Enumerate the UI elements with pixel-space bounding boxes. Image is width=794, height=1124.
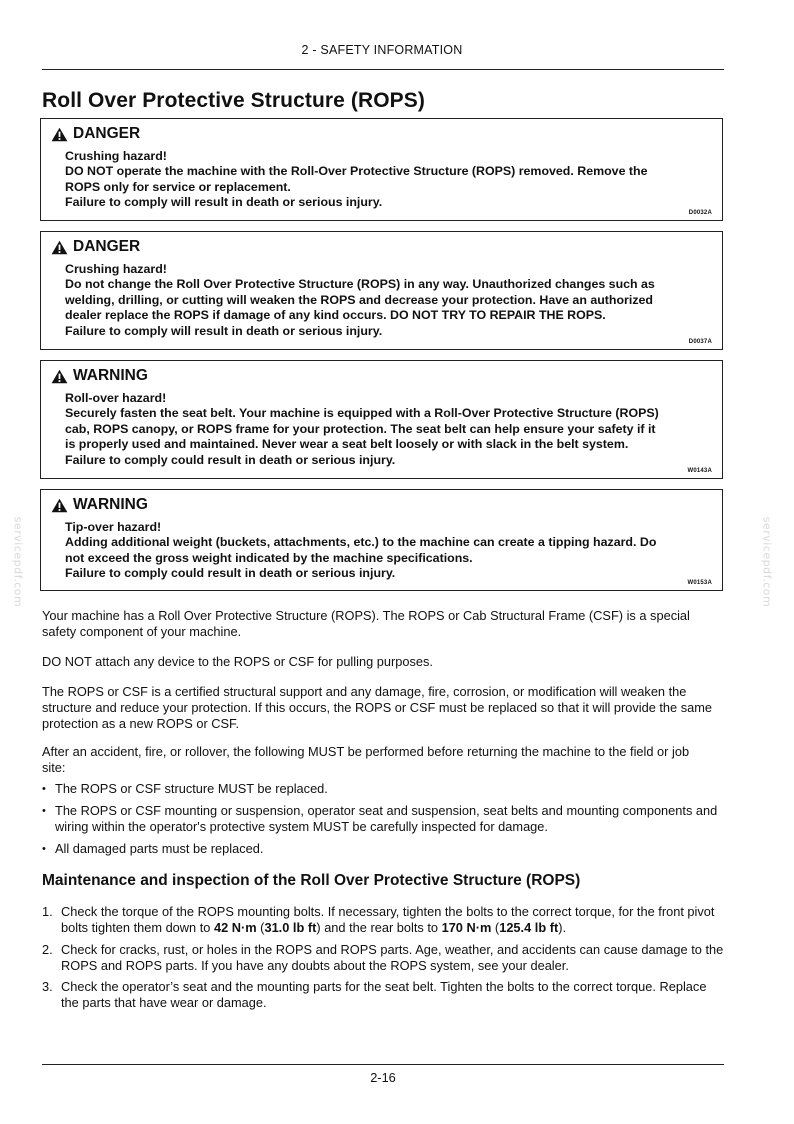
warning-box-rollover [40,360,723,479]
danger-header [51,123,700,145]
list-item: • The ROPS or CSF mounting or suspension, operator seat and suspension, seat belts and mounting components and wiring within the operator's protective system MUST be carefully inspected for damage. [42,803,725,835]
danger-body [65,262,700,339]
page-title: Roll Over Protective Structure (ROPS) [42,89,425,112]
step-text: ) and the rear bolts to [316,920,442,935]
danger-title: DANGER [73,238,141,255]
body-paragraph [42,684,725,732]
hazard-line: is properly used and maintained. Never wear a seat belt loosely or with slack in the belt system. [65,437,629,452]
step-text: Check for cracks, rust, or holes in the ROPS and ROPS parts. Age, weather, and accidents can cause damage to the ROPS and ROPS parts. If you have any doubts about the ROPS system, see your dealer. [61,942,724,973]
safety-code: D0037A [688,339,712,345]
danger-header [51,236,700,258]
warning-header [51,494,700,516]
warning-header [51,365,700,387]
warning-title: WARNING [73,367,148,384]
page-number: 2-16 [370,1070,396,1085]
hazard-line: Crushing hazard! [65,149,167,163]
footer-divider [42,1064,724,1065]
hazard-line: cab, ROPS canopy, or ROPS frame for your protection. The seat belt can help ensure your safety if it [65,421,656,436]
watermark-left: servicepdf.com [11,516,25,608]
danger-title: DANGER [73,125,141,142]
hazard-line: Failure to comply will result in death or serious injury. [65,323,383,338]
step-number: 1. [42,904,53,919]
warning-box-tipover [40,489,723,591]
step-text: Check the operator’s seat and the mounting parts for the seat belt. Tighten the bolts to the correct torque. Replace the parts that have wear or damage. [61,979,707,1010]
danger-box-crushing-removed [40,118,723,221]
paragraph-no-pulling: DO NOT attach any device to the ROPS or CSF for pulling purposes. [42,654,433,669]
hazard-line: dealer replace the ROPS if damage of any kind occurs. DO NOT TRY TO REPAIR THE ROPS. [65,308,606,323]
hazard-line: Roll-over hazard! [65,391,167,405]
body-paragraph [42,608,725,640]
step-text: ( [256,920,265,935]
paragraph-after-accident: After an accident, fire, or rollover, the following MUST be performed before returning the machine to the field or job site: [42,744,690,775]
torque-rear-lbft: 125.4 lb ft [499,920,559,935]
paragraph-rops-intro: Your machine has a Roll Over Protective Structure (ROPS). The ROPS or Cab Structural Frame (CSF) is a special safety component of your machine. [42,608,690,639]
list-item: • The ROPS or CSF structure MUST be replaced. [42,781,725,797]
hazard-line: ROPS only for service or replacement. [65,179,291,194]
danger-body [65,149,700,211]
torque-front-nm: 42 N·m [213,920,257,935]
safety-code: W0143A [687,468,712,474]
warning-triangle-icon [51,369,68,384]
hazard-line: not exceed the gross weight indicated by the machine specifications. [65,550,473,565]
header-divider [42,69,724,70]
section-title: Maintenance and inspection of the Roll Over Protective Structure (ROPS) [42,872,581,889]
step-number: 3. [42,979,53,994]
warning-triangle-icon [51,127,68,142]
step-item [42,979,725,1011]
safety-code: D0032A [688,210,712,216]
step-text: ). [558,920,567,935]
step-number: 2. [42,942,53,957]
hazard-line: Failure to comply will result in death or serious injury. [65,195,383,210]
torque-rear-nm: 170 N·m [441,920,492,935]
danger-box-crushing-modify [40,231,723,350]
hazard-line: Adding additional weight (buckets, attachments, etc.) to the machine can create a tipping hazard. Do [65,535,657,550]
torque-front-lbft: 31.0 lb ft [264,920,317,935]
step-item [42,942,725,974]
hazard-line: Securely fasten the seat belt. Your machine is equipped with a Roll-Over Protective Structure (ROPS) [65,406,659,421]
warning-triangle-icon [51,498,68,513]
step-item [42,904,725,936]
paragraph-certified-structure: The ROPS or CSF is a certified structural support and any damage, fire, corrosion, or modification will weaken the structure and reduce your protection. If this occurs, the ROPS or CSF must be replaced so that it will provide the same protection as a new ROPS or CSF. [42,684,713,731]
watermark-right: servicepdf.com [760,516,774,608]
hazard-line: DO NOT operate the machine with the Roll-Over Protective Structure (ROPS) removed. Remove the [65,164,648,179]
body-paragraph [42,744,692,776]
hazard-line: Failure to comply could result in death or serious injury. [65,452,396,467]
warning-title: WARNING [73,496,148,513]
safety-code: W0153A [687,580,712,586]
list-item: • All damaged parts must be replaced. [42,841,725,857]
warning-body [65,520,700,582]
body-paragraph [42,654,725,670]
hazard-line: Do not change the Roll Over Protective Structure (ROPS) in any way. Unauthorized changes such as [65,277,655,292]
hazard-line: Crushing hazard! [65,262,167,276]
step-text: Check the torque of the ROPS mounting bolts. If necessary, tighten the bolts to the correct torque, for the front pivot bolts tighten them down to [61,904,715,935]
step-text: ( [491,920,500,935]
warning-body [65,391,700,468]
hazard-line: Failure to comply could result in death or serious injury. [65,566,396,581]
warning-triangle-icon [51,240,68,255]
hazard-line: Tip-over hazard! [65,520,162,534]
hazard-line: welding, drilling, or cutting will weaken the ROPS and decrease your protection. Have an authorized [65,292,653,307]
section-header: 2 - SAFETY INFORMATION [301,43,463,57]
